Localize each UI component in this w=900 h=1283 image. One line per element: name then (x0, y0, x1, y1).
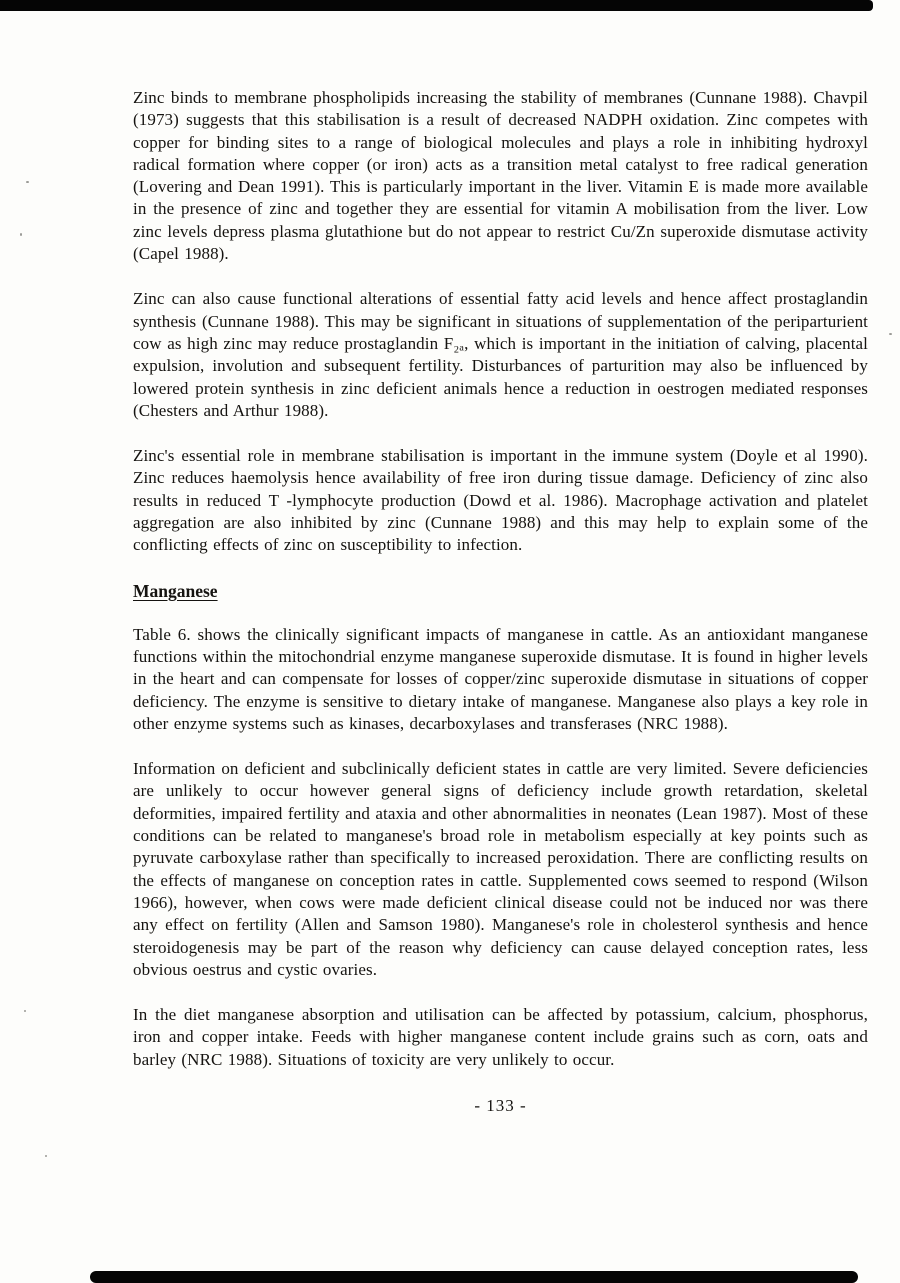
paragraph-manganese-diet: In the diet manganese absorption and utilisation can be affected by potassium, calcium, phosphorus, iron and copper intake. Feeds with higher manganese content include grains such as corn, oats and barley (NRC 1988). Situations of toxicity are very unlikely to occur. (133, 1005, 868, 1069)
paragraph-zinc-membranes: Zinc binds to membrane phospholipids increasing the stability of membranes (Cunnane 1988). Chavpil (1973) suggests that this stabilisation is a result of decreased NADPH oxidation. Zinc competes with copper for binding sites to a range of biological molecules and plays a role in inhibiting hydroxyl radical formation where copper (or iron) acts as a transition metal catalyst to free radical generation (Lovering and Dean 1991). This is particularly important in the liver. Vitamin E is made more available in the presence of zinc and together they are essential for vitamin A mobilisation from the liver. Low zinc levels depress plasma glutathione but do not appear to restrict Cu/Zn superoxide dismutase activity (Capel 1988). (133, 88, 868, 264)
page-text-block (133, 87, 868, 1117)
paragraph-manganese-deficiency: Information on deficient and subclinically deficient states in cattle are very limited. Severe deficiencies are unlikely to occur however general signs of deficiency include growth retardation, skeletal deformities, impaired fertility and ataxia and other abnormalities in neonates (Lean 1987). Most of these conditions can be related to manganese's broad role in metabolism especially at key points such as pyruvate carboxylase rather than specifically to increased peroxidation. There are conflicting results on the effects of manganese on conception rates in cattle. Supplemented cows seemed to respond (Wilson 1966), however, when cows were made deficient clinical disease could not be induced nor was there any effect on fertility (Allen and Samson 1980). Manganese's role in cholesterol synthesis and hence steroidogenesis may be part of the reason why deficiency can cause delayed conception rates, less obvious oestrus and cystic ovaries. (133, 759, 868, 979)
scan-artifact-top-bar (0, 0, 873, 11)
paragraph-manganese-intro: Table 6. shows the clinically significant impacts of manganese in cattle. As an antioxidant manganese functions within the mitochondrial enzyme manganese superoxide dismutase. It is found in higher levels in the heart and can compensate for losses of copper/zinc superoxide dismutase in situations of copper deficiency. The enzyme is sensitive to dietary intake of manganese. Manganese also plays a key role in other enzyme systems such as kinases, decarboxylases and transferases (NRC 1988). (133, 624, 868, 733)
scan-speck (889, 333, 892, 335)
scan-speck (20, 233, 22, 236)
scan-speck (24, 1010, 26, 1012)
scan-artifact-bottom-bar (90, 1271, 858, 1283)
scan-speck (45, 1155, 47, 1157)
section-heading-manganese: Manganese (133, 580, 218, 601)
scan-speck (26, 181, 29, 183)
page-number: - 133 - (474, 1095, 527, 1115)
paragraph-zinc-fatty-acids: Zinc can also cause functional alterations of essential fatty acid levels and hence affect prostaglandin synthesis (Cunnane 1988). This may be significant in situations of supplementation of the periparturient cow as high zinc may reduce prostaglandin F₂ₐ, which is important in the initiation of calving, placental expulsion, involution and subsequent fertility. Disturbances of parturition may also be influenced by lowered protein synthesis in zinc deficient animals hence a reduction in oestrogen mediated responses (Chesters and Arthur 1988). (133, 289, 868, 420)
paragraph-zinc-immune-system: Zinc's essential role in membrane stabilisation is important in the immune system (Doyle et al 1990). Zinc reduces haemolysis hence availability of free iron during tissue damage. Deficiency of zinc also results in reduced T -lymphocyte production (Dowd et al. 1986). Macrophage activation and platelet aggregation are also inhibited by zinc (Cunnane 1988) and this may help to explain some of the conflicting effects of zinc on susceptibility to infection. (133, 446, 868, 555)
